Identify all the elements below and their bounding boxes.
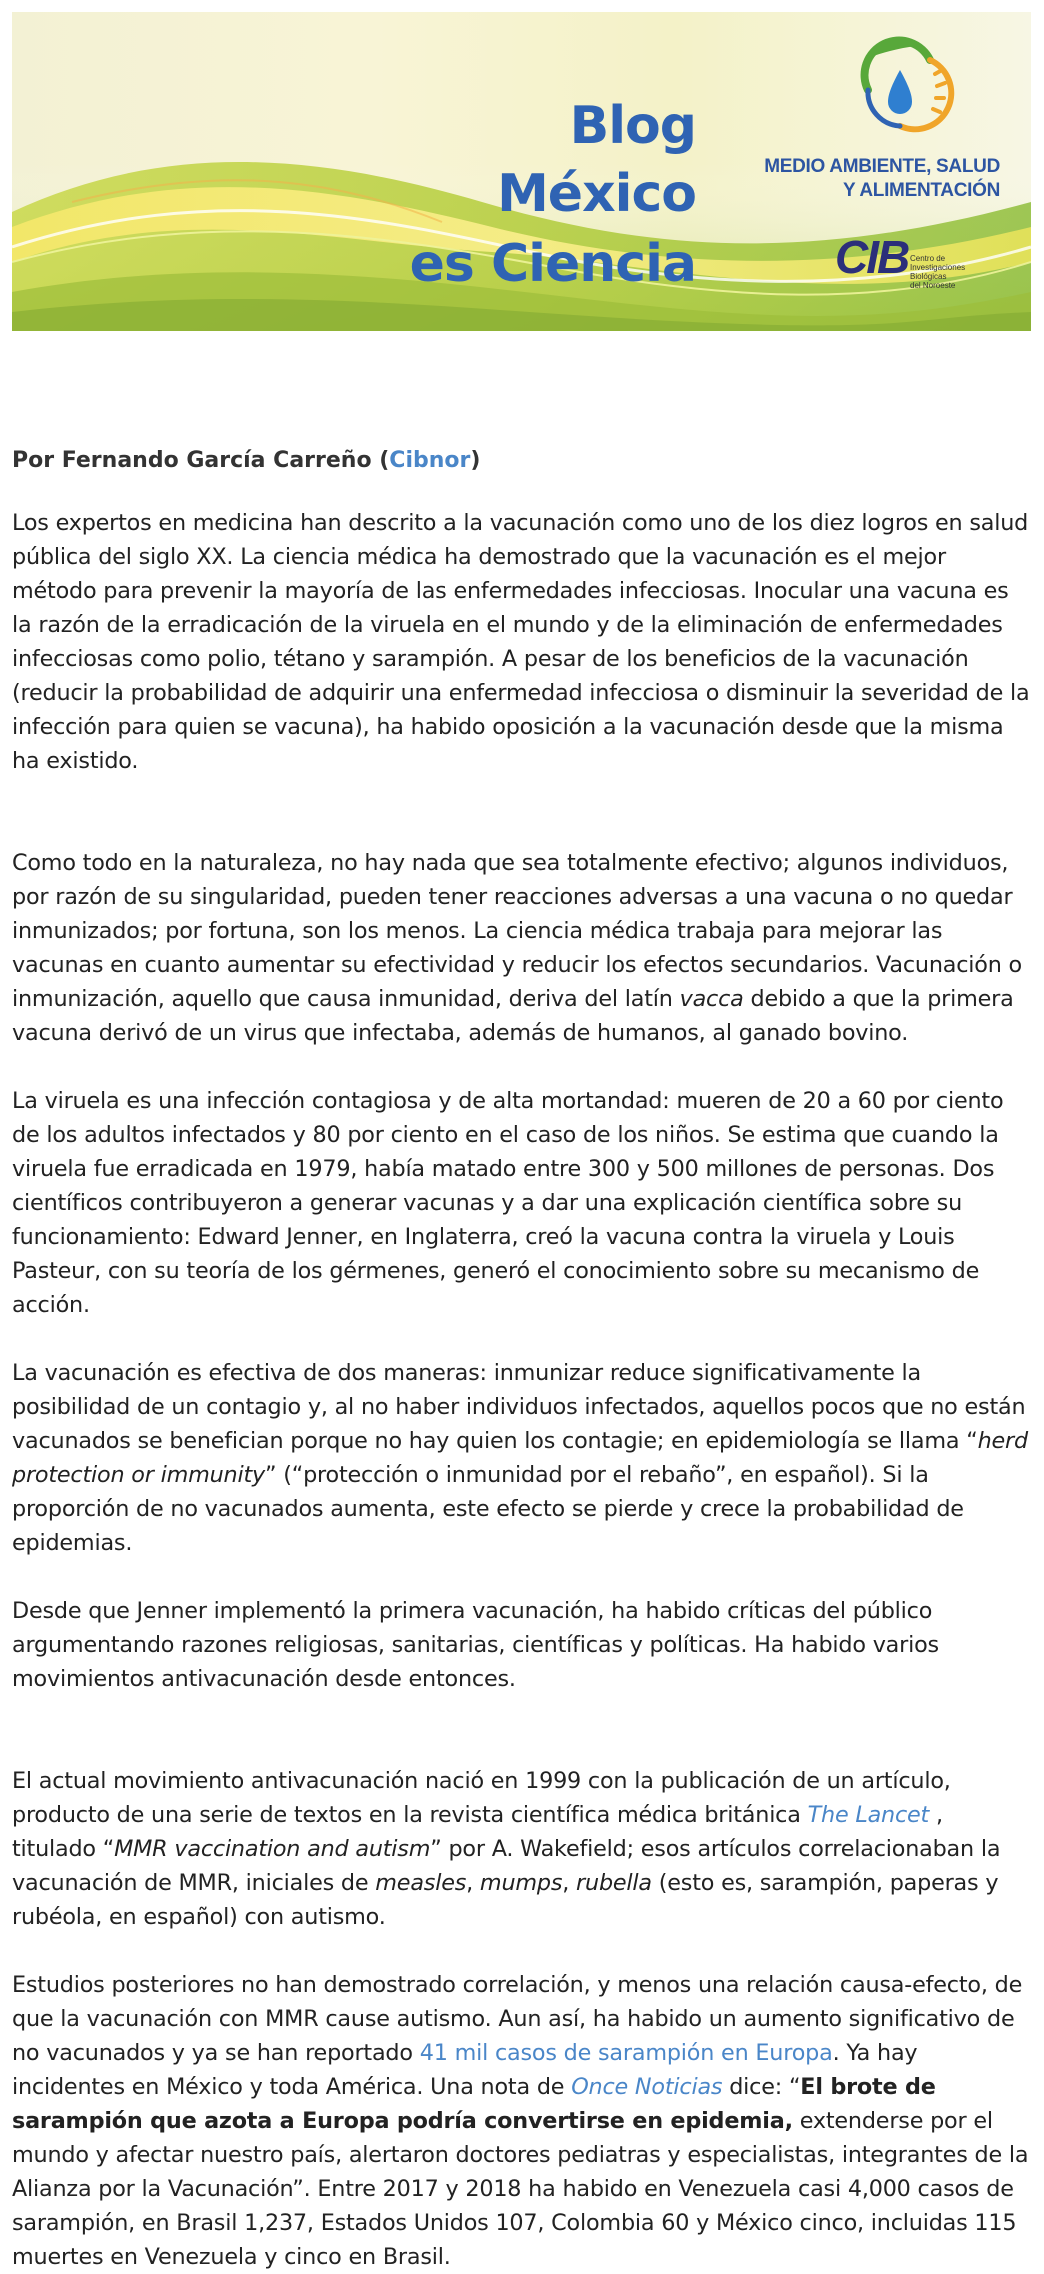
p6-text-a: El actual movimiento antivacunación nació en 1999 con la publicación de un artículo, producto de una serie de textos en la revista científica médica británica: [12, 1768, 951, 1828]
leaf-drop-wheat-logo-icon: [838, 30, 962, 154]
cib-caption-line3: Biológicas: [910, 272, 947, 281]
p6-text-b: , titulado “: [12, 1802, 943, 1862]
p2-text-b: debido a que la primera vacuna derivó de un virus que infectaba, además de humanos, al ganado bovino.: [12, 986, 1014, 1046]
p7-text-a: Estudios posteriores no han demostrado correlación, y menos una relación causa-efecto, de que la vacunación con MMR cause autismo. Aun así, ha habido un aumento significativo de no vacunados y ya se han reportado: [12, 1972, 1023, 2066]
p7-bold-quote: El brote de sarampión que azota a Europa podría convertirse en epidemia,: [12, 2074, 936, 2134]
blog-title-line2: México: [497, 164, 696, 224]
byline-suffix: ): [470, 448, 481, 473]
cib-logo: CIB: [835, 231, 909, 283]
cib-caption-line2: Investigaciones: [910, 263, 966, 272]
header-banner: [12, 12, 1031, 331]
p7-text-d: extenderse por el mundo y afectar nuestro país, alertaron doctores pediatras y especialistas, integrantes de la Alianza por la Vacunación”. Entre 2017 y 2018 ha habido en Venezuela casi 4,000 casos de sarampión, en Brasil 1,237, Estados Unidos 107, Colombia 60 y México cinco, incluidas 115 muertes en Venezuela y cinco en Brasil.: [12, 2108, 1029, 2270]
paragraph-3: La viruela es una infección contagiosa y de alta mortandad: mueren de 20 a 60 por ciento de los adultos infectados y 80 por ciento en el caso de los niños. Se estima que cuando la viruela fue erradicada en 1979, había matado entre 300 y 500 millones de personas. Dos científicos contribuyeron a generar vacunas y a dar una explicación científica sobre su funcionamiento: Edward Jenner, en Inglaterra, creó la vacuna contra la viruela y Louis Pasteur, con su teoría de los gérmenes, generó el conocimiento sobre su mecanismo de acción.: [12, 1088, 1004, 1318]
paragraph-1: Los expertos en medicina han descrito a la vacunación como uno de los diez logros en salud pública del siglo XX. La ciencia médica ha demostrado que la vacunación es el mejor método para prevenir la mayoría de las enfermedades infecciosas. Inocular una vacuna es la razón de la erradicación de la viruela en el mundo y de la eliminación de enfermedades infecciosas como polio, tétano y sarampión. A pesar de los beneficios de la vacunación (reducir la probabilidad de adquirir una enfermedad infecciosa o disminuir la severidad de la infección para quien se vacuna), ha habido oposición a la vacunación desde que la misma ha existido.: [12, 510, 1030, 774]
byline: [12, 440, 1032, 482]
p6-text-f: (esto es, sarampión, paperas y rubéola, en español) con autismo.: [12, 1870, 999, 1930]
cibnor-link[interactable]: Cibnor: [389, 448, 471, 473]
europe-measles-link[interactable]: 41 mil casos de sarampión en Europa: [419, 2040, 833, 2066]
p6-italic-rubella: rubella: [576, 1870, 652, 1896]
blog-title-line1: Blog: [569, 96, 696, 156]
p4-text-a: La vacunación es efectiva de dos maneras: inmunizar reduce significativamente la posibilidad de un contagio y, al no haber individuos infectados, aquellos pocos que no están vacunados se benefician porque no hay quien los contagie; en epidemiología se llama “: [12, 1360, 1026, 1454]
cib-logo-caption: [910, 254, 965, 290]
paragraph-5: Desde que Jenner implementó la primera vacunación, ha habido críticas del público argumentando razones religiosas, sanitarias, científicas y políticas. Ha habido varios movimientos antivacunación desde entonces.: [12, 1598, 939, 1692]
cib-caption-line4: del Noroeste: [910, 281, 956, 290]
paragraph-6: [12, 1764, 1032, 1934]
article-body: [12, 440, 1032, 2274]
p6-text-e: ,: [562, 1870, 577, 1896]
blog-title-line3: es Ciencia: [409, 234, 696, 294]
once-noticias-link[interactable]: Once Noticias: [571, 2074, 723, 2100]
p2-text-a: Como todo en la naturaleza, no hay nada que sea totalmente efectivo; algunos individuos, por razón de su singularidad, pueden tener reacciones adversas a una vacuna o no quedar inmunizados; por fortuna, son los menos. La ciencia médica trabaja para mejorar las vacunas en cuanto aumentar su efectividad y reducir los efectos secundarios. Vacunación o inmunización, aquello que causa inmunidad, deriva del latín: [12, 850, 1022, 1012]
p6-italic-mumps: mumps: [479, 1870, 563, 1896]
p4-italic: herd protection or immunity: [12, 1428, 1028, 1488]
p6-italic-measles: measles: [375, 1870, 467, 1896]
p6-text-c: ” por A. Wakefield; esos artículos correlacionaban la vacunación de MMR, iniciales de: [12, 1836, 1001, 1896]
p4-text-b: ” (“protección o inmunidad por el rebaño”, en español). Si la proporción de no vacunados aumenta, este efecto se pierde y crece la probabilidad de epidemias.: [12, 1462, 964, 1556]
p6-italic-title: MMR vaccination and autism: [114, 1836, 431, 1862]
paragraph-4: [12, 1356, 1032, 1560]
org-name-line1: MEDIO AMBIENTE, SALUD: [764, 156, 1000, 177]
org-name-line2: Y ALIMENTACIÓN: [843, 180, 1000, 201]
cib-caption-line1: Centro de: [910, 254, 946, 263]
p2-italic: vacca: [679, 986, 744, 1012]
byline-prefix: Por Fernando García Carreño (: [12, 448, 390, 473]
p6-text-d: ,: [466, 1870, 480, 1896]
p7-text-b: . Ya hay incidentes en México y toda América. Una nota de: [12, 2040, 918, 2100]
org-name: [760, 155, 1000, 203]
p7-text-c: dice: “: [722, 2074, 801, 2100]
paragraph-2: [12, 846, 1032, 1050]
the-lancet-link[interactable]: The Lancet: [807, 1802, 936, 1828]
paragraph-7: [12, 1968, 1032, 2274]
